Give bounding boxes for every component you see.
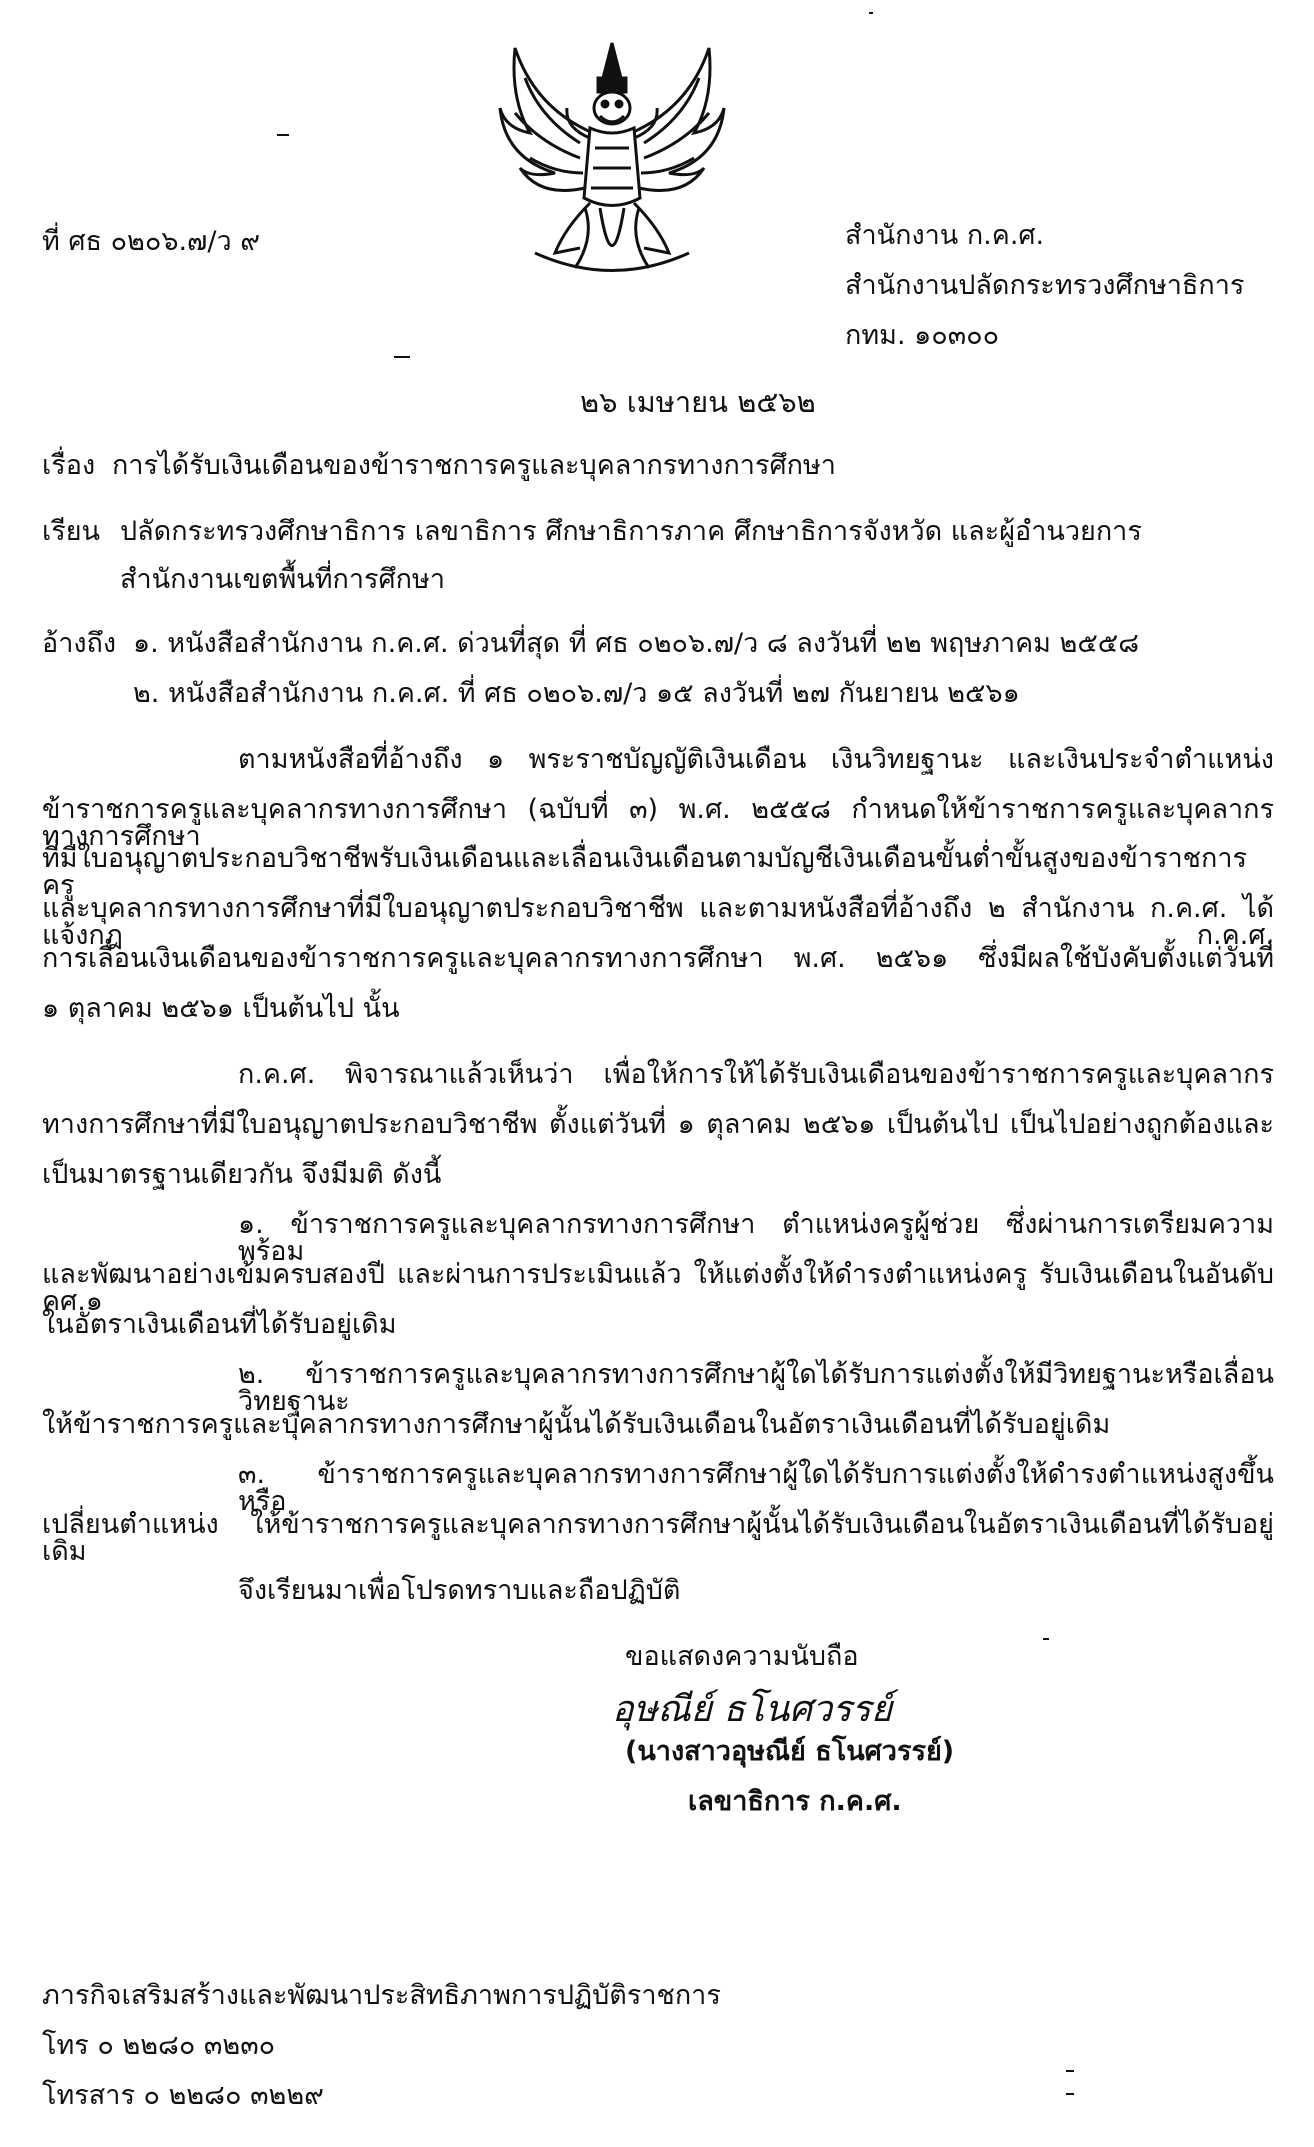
- reference-number: ที่ ศธ ๐๒๐๖.๗/ว ๙: [42, 226, 260, 257]
- body-line: ให้ข้าราชการครูและบุคลากรทางการศึกษาผู้นั้นได้รับเงินเดือนในอัตราเงินเดือนที่ได้รับอยู่เดิม: [42, 1409, 1111, 1440]
- office-line: กทม. ๑๐๓๐๐: [845, 320, 1000, 351]
- scan-mark: [277, 134, 289, 136]
- body-line: เป็นมาตรฐานเดียวกัน จึงมีมติ ดังนี้: [42, 1159, 442, 1190]
- scan-mark: [1066, 2070, 1074, 2072]
- garuda-emblem: [495, 38, 730, 288]
- scan-mark: [869, 12, 873, 14]
- body-line: ข้าราชการครูและบุคลากรทางการศึกษา (ฉบับที่ ๓) พ.ศ. ๒๕๕๘ กำหนดให้ข้าราชการครูและบุคลากรทางการศึกษา: [42, 794, 1274, 852]
- body-line: ๒. ข้าราชการครูและบุคลากรทางการศึกษาผู้ใดได้รับการแต่งตั้งให้มีวิทยฐานะหรือเลื่อนวิทยฐานะ: [238, 1359, 1274, 1417]
- body-line: ตามหนังสือที่อ้างถึง ๑ พระราชบัญญัติเงินเดือน เงินวิทยฐานะ และเงินประจำตำแหน่ง: [238, 744, 1274, 775]
- body-line: และพัฒนาอย่างเข้มครบสองปี และผ่านการประเมินแล้ว ให้แต่งตั้งให้ดำรงตำแหน่งครู รับเงินเดือนในอันดับ คศ.๑: [42, 1259, 1274, 1317]
- body-line: ที่มีใบอนุญาตประกอบวิชาชีพรับเงินเดือนและเลื่อนเงินเดือนตามบัญชีเงินเดือนขั้นต่ำขั้นสูงของข้าราชการครู: [42, 843, 1247, 901]
- office-line: สำนักงาน ก.ค.ศ.: [845, 220, 1045, 251]
- regards: ขอแสดงความนับถือ: [625, 1641, 859, 1672]
- scan-mark: [1043, 1638, 1049, 1640]
- signatory-name: (นางสาวอุษณีย์ ธโนศวรรย์): [625, 1736, 955, 1767]
- body-line: ทางการศึกษาที่มีใบอนุญาตประกอบวิชาชีพ ตั้งแต่วันที่ ๑ ตุลาคม ๒๕๖๑ เป็นต้นไป เป็นไปอย่างถูกต้องและ: [42, 1109, 1274, 1140]
- body-line: เปลี่ยนตำแหน่ง ให้ข้าราชการครูและบุคลากรทางการศึกษาผู้นั้นได้รับเงินเดือนในอัตราเงินเดือนที่ได้รับอยู่เดิม: [42, 1509, 1274, 1567]
- document-date: ๒๖ เมษายน ๒๕๖๒: [580, 385, 816, 419]
- to-line: ปลัดกระทรวงศึกษาธิการ เลขาธิการ ศึกษาธิการภาค ศึกษาธิการจังหวัด และผู้อำนวยการ: [120, 516, 1142, 547]
- office-line: สำนักงานปลัดกระทรวงศึกษาธิการ: [845, 270, 1245, 301]
- scan-mark: [394, 356, 410, 358]
- body-line: การเลื่อนเงินเดือนของข้าราชการครูและบุคลากรทางการศึกษา พ.ศ. ๒๕๖๑ ซึ่งมีผลใช้บังคับตั้งแต่วันที่: [42, 943, 1274, 974]
- footer-phone: โทร ๐ ๒๒๘๐ ๓๒๓๐: [42, 2030, 276, 2061]
- reference-item: ๑. หนังสือสำนักงาน ก.ค.ศ. ด่วนที่สุด ที่ ศธ ๐๒๐๖.๗/ว ๘ ลงวันที่ ๒๒ พฤษภาคม ๒๕๕๘: [133, 628, 1140, 659]
- body-line: ๓. ข้าราชการครูและบุคลากรทางการศึกษาผู้ใดได้รับการแต่งตั้งให้ดำรงตำแหน่งสูงขึ้นหรือ: [238, 1459, 1274, 1517]
- subject-text: การได้รับเงินเดือนของข้าราชการครูและบุคลากรทางการศึกษา: [112, 450, 836, 481]
- subject-label: เรื่อง: [42, 450, 96, 481]
- scan-mark: [1066, 2093, 1074, 2095]
- to-line: สำนักงานเขตพื้นที่การศึกษา: [120, 564, 445, 595]
- closing-sentence: จึงเรียนมาเพื่อโปรดทราบและถือปฏิบัติ: [238, 1575, 681, 1606]
- footer-department: ภารกิจเสริมสร้างและพัฒนาประสิทธิภาพการปฏิบัติราชการ: [42, 1980, 721, 2011]
- footer-fax: โทรสาร ๐ ๒๒๘๐ ๓๒๒๙: [42, 2080, 324, 2111]
- signature: อุษณีย์ ธโนศวรรย์: [612, 1689, 893, 1730]
- signatory-title: เลขาธิการ ก.ค.ศ.: [688, 1786, 902, 1817]
- body-line: ๑. ข้าราชการครูและบุคลากรทางการศึกษา ตำแหน่งครูผู้ช่วย ซึ่งผ่านการเตรียมความพร้อม: [238, 1209, 1274, 1267]
- body-line: ๑ ตุลาคม ๒๕๖๑ เป็นต้นไป นั้น: [42, 993, 400, 1024]
- body-line: ในอัตราเงินเดือนที่ได้รับอยู่เดิม: [42, 1309, 397, 1340]
- body-line: ก.ค.ศ. พิจารณาแล้วเห็นว่า เพื่อให้การให้ได้รับเงินเดือนของข้าราชการครูและบุคลากร: [238, 1059, 1274, 1090]
- reference-item: ๒. หนังสือสำนักงาน ก.ค.ศ. ที่ ศธ ๐๒๐๖.๗/ว ๑๕ ลงวันที่ ๒๗ กันยายน ๒๕๖๑: [133, 678, 1020, 709]
- reference-label: อ้างถึง: [42, 628, 117, 659]
- to-label: เรียน: [42, 516, 101, 547]
- body-line: และบุคลากรทางการศึกษาที่มีใบอนุญาตประกอบวิชาชีพ และตามหนังสือที่อ้างถึง ๒ สำนักงาน ก.ค.ศ. ได้แจ้งกฎ ก.ค.ศ.: [42, 893, 1274, 951]
